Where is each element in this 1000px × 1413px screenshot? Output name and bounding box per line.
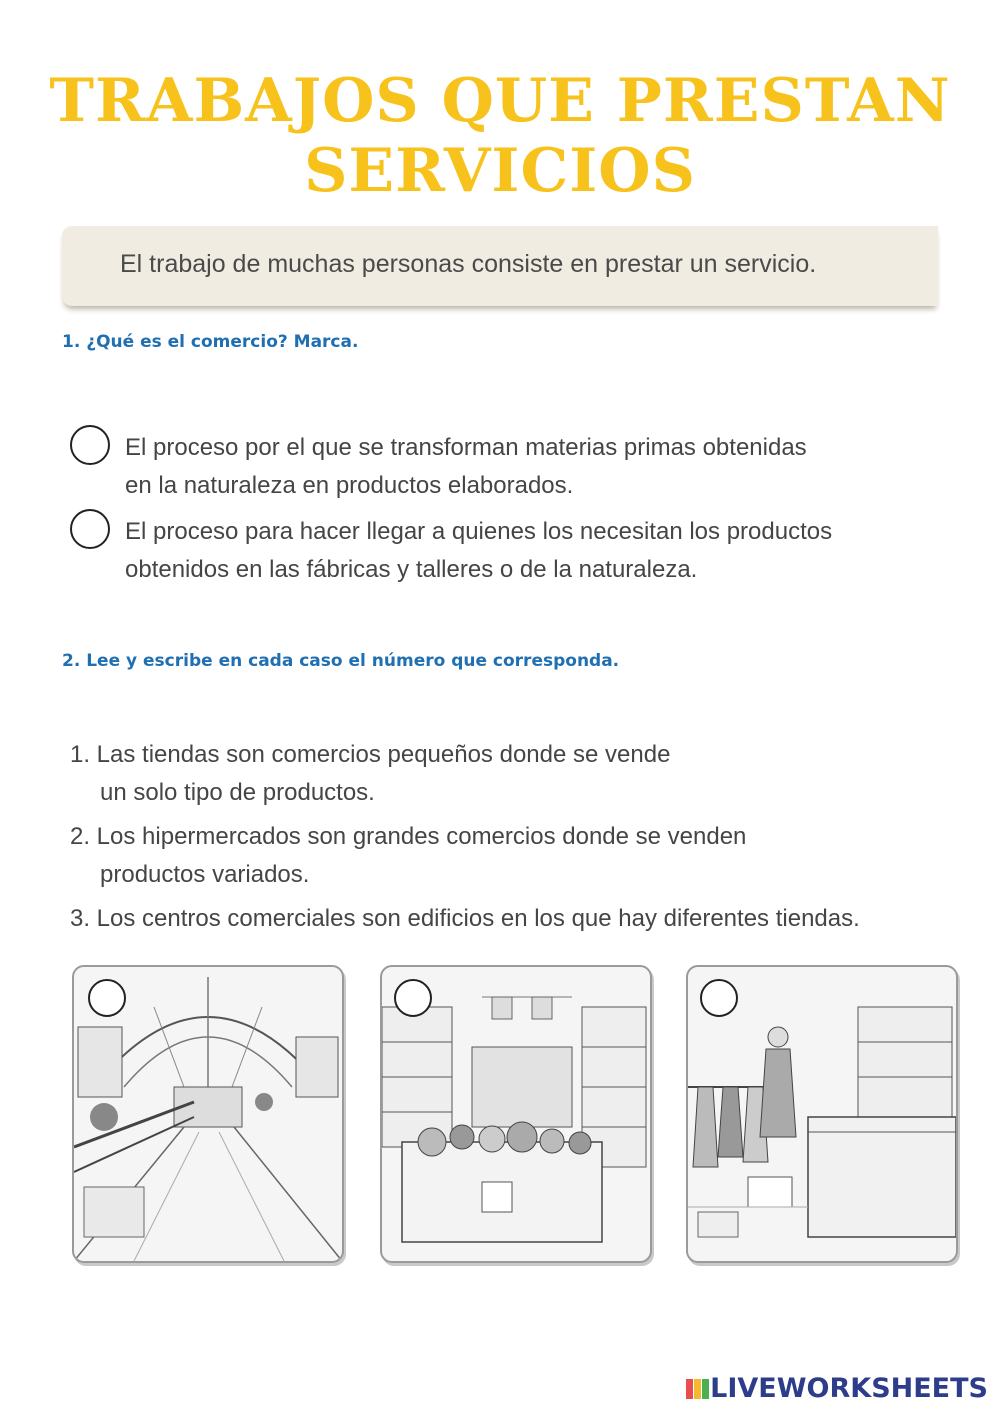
worksheet-title-line2: SERVICIOS	[304, 136, 696, 206]
mall-answer-circle[interactable]	[88, 979, 126, 1017]
option2-checkbox[interactable]	[70, 509, 110, 549]
liveworksheets-wordmark: LIVEWORKSHEETS	[710, 1373, 988, 1404]
option1-checkbox[interactable]	[70, 425, 110, 465]
grocery-answer-circle[interactable]	[394, 979, 432, 1017]
list-item-1-line1: 1. Las tiendas son comercios pequeños donde se vende	[70, 741, 671, 768]
list-item-3-line1: 3. Los centros comerciales son edificios en los que hay diferentes tiendas.	[70, 905, 860, 932]
mall-illustration	[72, 965, 344, 1263]
exercise2-list	[70, 736, 860, 938]
intro-banner	[62, 226, 938, 306]
exercise2-heading: 2. Lee y escribe en cada caso el número que corresponda.	[62, 651, 620, 671]
list-item-2-line1: 2. Los hipermercados son grandes comercios donde se venden	[70, 823, 747, 850]
grocery-illustration	[380, 965, 652, 1263]
option1-line1: El proceso por el que se transforman materias primas obtenidas	[125, 434, 807, 461]
worksheet-title-line1: TRABAJOS QUE PRESTAN	[49, 66, 951, 136]
liveworksheets-logo	[686, 1373, 988, 1407]
intro-banner-text: El trabajo de muchas personas consiste en prestar un servicio.	[120, 250, 817, 278]
option2-line2: obtenidos en las fábricas y talleres o de la naturaleza.	[125, 556, 698, 583]
liveworksheets-mark-icon	[686, 1377, 710, 1401]
list-item-1-line2: un solo tipo de productos.	[100, 779, 375, 806]
option2-text	[125, 513, 832, 589]
exercise1-heading: 1. ¿Qué es el comercio? Marca.	[62, 332, 359, 352]
clothing-store-illustration	[686, 965, 958, 1263]
list-item-2-line2: productos variados.	[100, 861, 310, 888]
option2-line1: El proceso para hacer llegar a quienes los necesitan los productos	[125, 518, 833, 545]
option1-text	[125, 429, 807, 505]
clothing-answer-circle[interactable]	[700, 979, 738, 1017]
option1-line2: en la naturaleza en productos elaborados.	[125, 472, 574, 499]
